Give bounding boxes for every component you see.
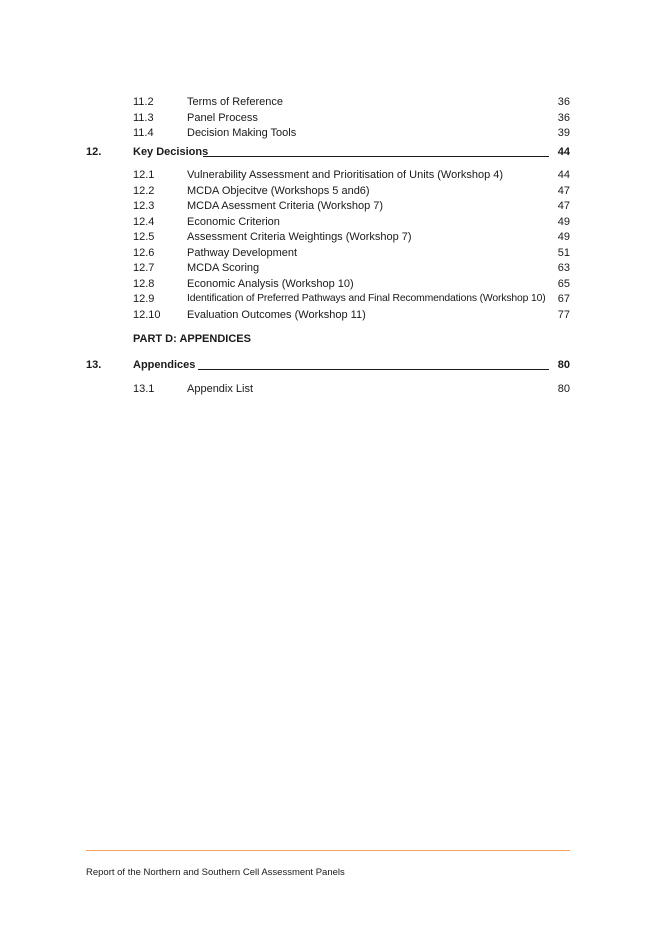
toc-entry-page: 63 <box>557 262 570 274</box>
toc-entry-title: Assessment Criteria Weightings (Workshop 7) <box>187 231 412 243</box>
toc-entry-title: MCDA Asessment Criteria (Workshop 7) <box>187 200 384 212</box>
toc-entry-page: 49 <box>557 231 570 243</box>
toc-leader-line <box>198 369 549 370</box>
toc-entry-page: 67 <box>557 293 570 305</box>
toc-entry-number: 11.3 <box>133 112 154 124</box>
toc-entry-page: 65 <box>557 278 570 290</box>
toc-entry-number: 12.6 <box>133 247 155 259</box>
toc-entry-title: Pathway Development <box>187 247 298 259</box>
toc-entry-page: 49 <box>557 216 570 228</box>
toc-entry-title: Economic Analysis (Workshop 10) <box>187 278 354 290</box>
toc-entry-page: 39 <box>557 127 570 139</box>
toc-entry-number: 12.7 <box>133 262 155 274</box>
toc-entry-title: Identification of Preferred Pathways and Final Recommendations (Workshop 10) <box>187 293 546 304</box>
toc-entry-page: 47 <box>557 200 570 212</box>
toc-entry-number: 12.4 <box>133 216 155 228</box>
toc-entry-number: 12.10 <box>133 309 161 321</box>
toc-entry-title: Decision Making Tools <box>187 127 297 139</box>
toc-entry-title: Economic Criterion <box>187 216 280 228</box>
toc-section-title: Appendices <box>133 359 196 371</box>
page-footer: Report of the Northern and Southern Cell Assessment Panels <box>86 867 345 878</box>
toc-entry-page: 44 <box>557 169 570 181</box>
toc-entry-page: 77 <box>557 309 570 321</box>
toc-entry-title: Vulnerability Assessment and Prioritisation of Units (Workshop 4) <box>187 169 504 181</box>
toc-entry-page: 47 <box>557 185 570 197</box>
toc-entry-number: 13.1 <box>133 383 155 395</box>
toc-entry-number: 12.9 <box>133 293 155 305</box>
toc-entry-title: Terms of Reference <box>187 96 283 108</box>
toc-section-page: 44 <box>557 146 570 158</box>
toc-section-title: Key Decisions <box>133 146 209 158</box>
toc-entry-number: 12.1 <box>133 169 155 181</box>
toc-entry-number: 12.2 <box>133 185 155 197</box>
toc-entry-title: MCDA Scoring <box>187 262 260 274</box>
toc-entry-title: Evaluation Outcomes (Workshop 11) <box>187 309 366 321</box>
toc-entry-page: 80 <box>557 383 570 395</box>
toc-entry-page: 36 <box>557 96 570 108</box>
part-d-heading: PART D: APPENDICES <box>133 333 251 345</box>
toc-entry-number: 12.5 <box>133 231 155 243</box>
toc-leader-line <box>203 156 549 157</box>
toc-entry-number: 11.4 <box>133 127 154 139</box>
toc-section-number: 13. <box>86 359 102 371</box>
toc-entry-page: 51 <box>557 247 570 259</box>
toc-section-page: 80 <box>557 359 570 371</box>
toc-section-number: 12. <box>86 146 102 158</box>
toc-entry-number: 11.2 <box>133 96 154 108</box>
footer-divider <box>86 850 570 851</box>
toc-entry-title: Panel Process <box>187 112 258 124</box>
toc-entry-title: MCDA Objecitve (Workshops 5 and6) <box>187 185 370 197</box>
toc-entry-title: Appendix List <box>187 383 254 395</box>
toc-entry-number: 12.8 <box>133 278 155 290</box>
toc-entry-page: 36 <box>557 112 570 124</box>
toc-entry-number: 12.3 <box>133 200 155 212</box>
